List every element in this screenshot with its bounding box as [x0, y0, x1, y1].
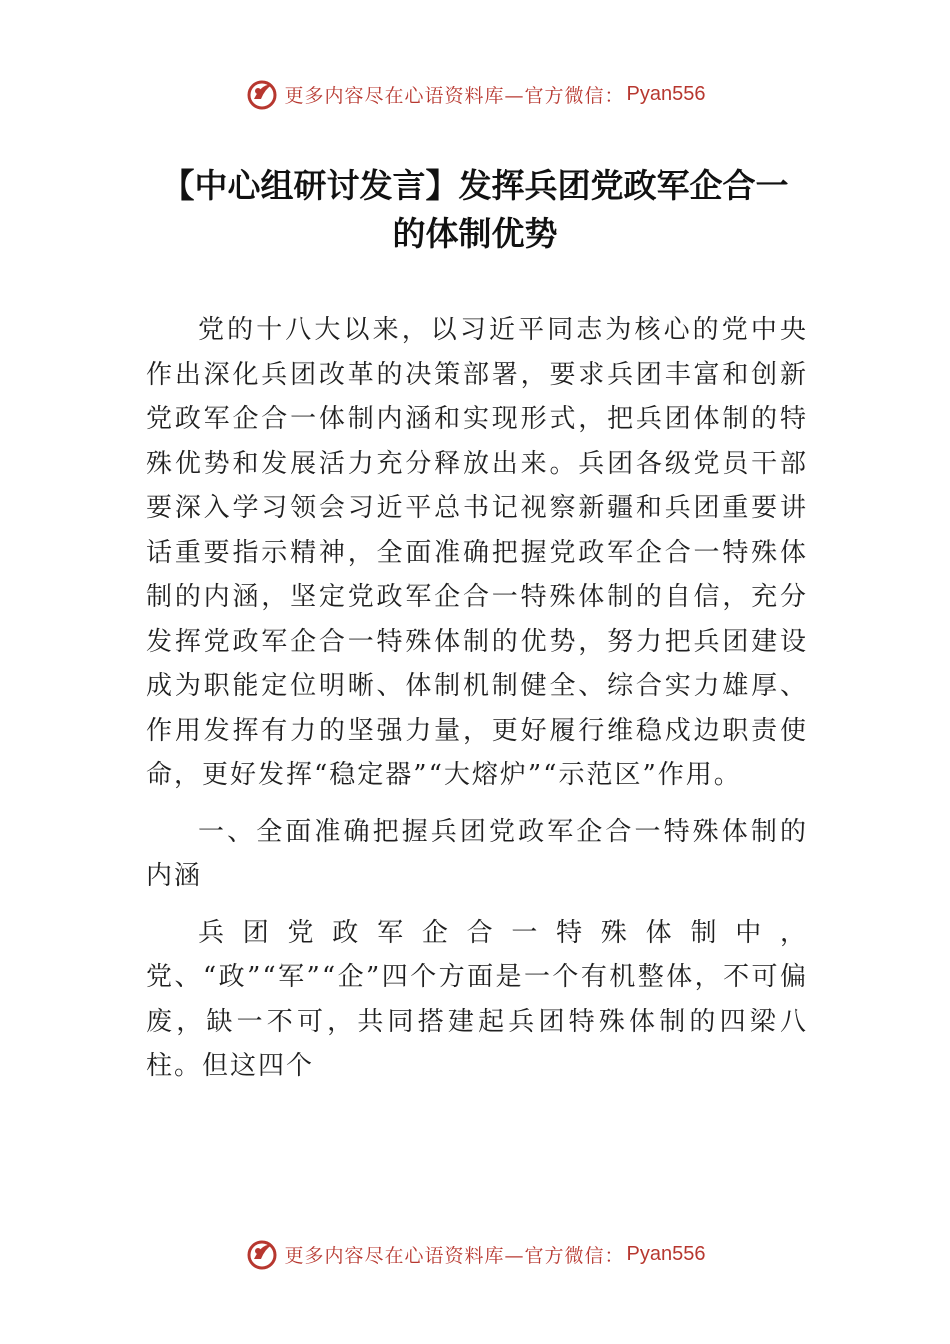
title-line-1: 【中心组研讨发言】发挥兵团党政军企合一: [161, 166, 789, 205]
banner-text: 更多内容尽在心语资料库—官方微信：: [284, 84, 625, 107]
paragraph-intro: 党的十八大以来，以习近平同志为核心的党中央作出深化兵团改革的决策部署，要求兵团丰富和创新党政军企合一体制内涵和实现形式，把兵团体制的特殊优势和发展活力充分释放出来。兵团各级党员干部要深入学习领会习近平总书记视察新疆和兵团重要讲话重要指示精神，全面准确把握党政军企合一特殊体制的内涵，坚定党政军企合一特殊体制的自信，充分发挥党政军企合一特殊体制的优势，努力把兵团建设成为职能定位明晰、体制机制健全、综合实力雄厚、作用发挥有力的坚强力量，更好履行维稳戍边职责使命，更好发挥“稳定器”“大熔炉”“示范区”作用。: [146, 315, 808, 790]
document-title: [120, 162, 830, 258]
document-body: [146, 308, 808, 1101]
header-banner: [0, 74, 950, 114]
banner-text: 更多内容尽在心语资料库—官方微信：: [284, 1244, 625, 1267]
brand-logo-icon: [245, 77, 279, 111]
footer-banner: [0, 1234, 950, 1274]
title-line-2: 的体制优势: [392, 214, 558, 253]
banner-wechat-id: Pyan556: [626, 1242, 706, 1265]
paragraph-section-1: 兵团党政军企合一特殊体制中，党、“政”“军”“企”四个方面是一个有机整体，不可偏废，缺一不可，共同搭建起兵团特殊体制的四梁八柱。但这四个: [146, 917, 808, 1081]
banner-wechat-id: Pyan556: [626, 82, 706, 105]
section-heading-1: 一、全面准确把握兵团党政军企合一特殊体制的内涵: [146, 816, 808, 891]
brand-logo-icon: [245, 1237, 279, 1271]
